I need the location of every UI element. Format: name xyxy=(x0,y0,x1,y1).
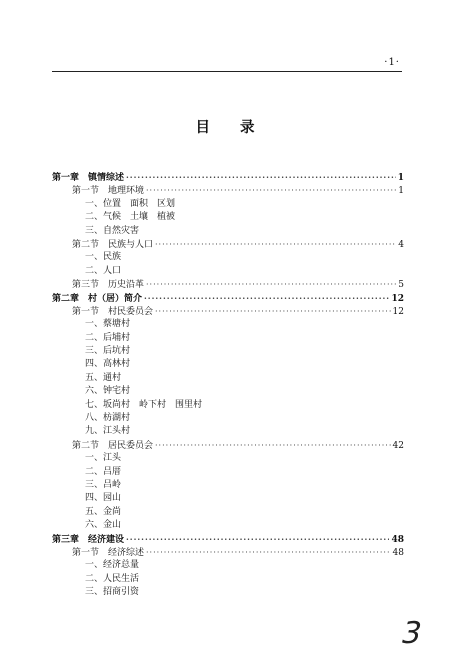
toc-page-number: 12 xyxy=(392,306,404,317)
toc-entry-label: 第二节 xyxy=(72,239,100,250)
toc-item-entry xyxy=(52,385,404,398)
toc-item-entry xyxy=(52,225,404,238)
toc-entry-label: 第二节 xyxy=(72,440,100,451)
toc-entry-title: 三、后坑村 xyxy=(85,346,131,357)
toc-entry-title: 八、枋湖村 xyxy=(85,413,131,424)
toc-item-entry xyxy=(52,198,404,211)
toc-item-entry xyxy=(52,573,404,586)
toc-entry-title: 地理环境 xyxy=(108,186,145,197)
toc-leader-dots xyxy=(146,184,396,197)
toc-item-entry xyxy=(52,332,404,345)
toc-item-entry xyxy=(52,425,404,438)
toc-section-entry xyxy=(52,184,404,197)
toc-page-number: 1 xyxy=(397,173,404,183)
toc-item-entry xyxy=(52,492,404,505)
toc-entry-label: 第一节 xyxy=(72,547,100,558)
toc-leader-dots xyxy=(155,439,391,452)
toc-entry-title: 三、自然灾害 xyxy=(85,225,140,236)
toc-entry-label: 第二章 xyxy=(52,293,80,304)
toc-page-number: 4 xyxy=(398,239,404,250)
toc-entry-label: 第三章 xyxy=(52,534,80,545)
table-of-contents xyxy=(52,171,404,600)
toc-item-entry xyxy=(52,372,404,385)
page-title: 目录 xyxy=(195,119,285,136)
toc-entry-title: 村（居）简介 xyxy=(88,293,143,304)
toc-entry-title: 一、江头 xyxy=(85,453,122,464)
toc-page-number: 48 xyxy=(391,534,404,545)
toc-item-entry xyxy=(52,345,404,358)
toc-page-number: 48 xyxy=(392,547,404,558)
toc-entry-label: 第一节 xyxy=(72,186,100,197)
toc-item-entry xyxy=(52,412,404,425)
toc-entry-title: 一、民族 xyxy=(85,252,122,263)
toc-page-number: 12 xyxy=(391,293,404,304)
toc-entry-title: 五、金尚 xyxy=(85,506,122,517)
toc-entry-label: 第三节 xyxy=(72,280,100,291)
handwritten-page-mark: 3 xyxy=(397,616,426,651)
toc-item-entry xyxy=(52,559,404,572)
toc-chapter-entry xyxy=(52,292,404,305)
toc-item-entry xyxy=(52,466,404,479)
toc-item-entry xyxy=(52,358,404,371)
toc-page-number: 1 xyxy=(398,186,404,197)
toc-page-number: 5 xyxy=(398,280,404,291)
toc-entry-title: 三、招商引资 xyxy=(85,587,140,598)
toc-item-entry xyxy=(52,452,404,465)
toc-entry-title: 二、气候 土壤 植被 xyxy=(85,212,176,223)
toc-entry-title: 一、位置 面积 区划 xyxy=(85,198,176,209)
toc-leader-dots xyxy=(144,292,389,305)
toc-leader-dots xyxy=(126,171,396,184)
toc-entry-title: 一、经济总量 xyxy=(85,560,140,571)
toc-item-entry xyxy=(52,506,404,519)
toc-entry-title: 六、金山 xyxy=(85,520,122,531)
toc-section-entry xyxy=(52,439,404,452)
toc-leader-dots xyxy=(126,533,389,546)
toc-entry-title: 二、人民生活 xyxy=(85,573,140,584)
toc-entry-title: 民族与人口 xyxy=(108,239,154,250)
toc-item-entry xyxy=(52,265,404,278)
toc-item-entry xyxy=(52,399,404,412)
toc-entry-title: 村民委员会 xyxy=(108,306,154,317)
toc-entry-title: 历史沿革 xyxy=(108,280,145,291)
toc-item-entry xyxy=(52,318,404,331)
toc-leader-dots xyxy=(146,278,396,291)
toc-entry-title: 二、后埔村 xyxy=(85,332,131,343)
toc-entry-title: 经济建设 xyxy=(88,534,125,545)
toc-item-entry xyxy=(52,519,404,532)
toc-entry-title: 五、通村 xyxy=(85,372,122,383)
toc-section-entry xyxy=(52,305,404,318)
toc-section-entry xyxy=(52,238,404,251)
toc-entry-title: 居民委员会 xyxy=(108,440,154,451)
toc-chapter-entry xyxy=(52,533,404,546)
header-rule xyxy=(52,71,402,72)
toc-page-number: 42 xyxy=(392,440,404,451)
toc-item-entry xyxy=(52,479,404,492)
toc-item-entry xyxy=(52,586,404,599)
toc-item-entry xyxy=(52,251,404,264)
toc-entry-title: 一、蔡塘村 xyxy=(85,319,131,330)
toc-entry-title: 四、园山 xyxy=(85,493,122,504)
toc-entry-title: 镇情综述 xyxy=(88,173,125,183)
toc-entry-label: 第一章 xyxy=(52,173,80,183)
toc-entry-title: 七、坂尚村 岭下村 围里村 xyxy=(85,399,203,410)
toc-leader-dots xyxy=(155,238,396,251)
toc-entry-label: 第一节 xyxy=(72,306,100,317)
toc-leader-dots xyxy=(146,546,391,559)
toc-item-entry xyxy=(52,211,404,224)
toc-entry-title: 六、钟宅村 xyxy=(85,386,131,397)
toc-chapter-entry xyxy=(52,171,404,184)
toc-leader-dots xyxy=(155,305,391,318)
toc-section-entry xyxy=(52,546,404,559)
toc-entry-title: 三、吕岭 xyxy=(85,479,122,490)
toc-entry-title: 二、人口 xyxy=(85,265,122,276)
toc-section-entry xyxy=(52,278,404,291)
toc-entry-title: 二、吕厝 xyxy=(85,466,122,477)
toc-entry-title: 九、江头村 xyxy=(85,426,131,437)
toc-entry-title: 四、高林村 xyxy=(85,359,131,370)
page-folio: ·1· xyxy=(384,57,400,68)
toc-entry-title: 经济综述 xyxy=(108,547,145,558)
